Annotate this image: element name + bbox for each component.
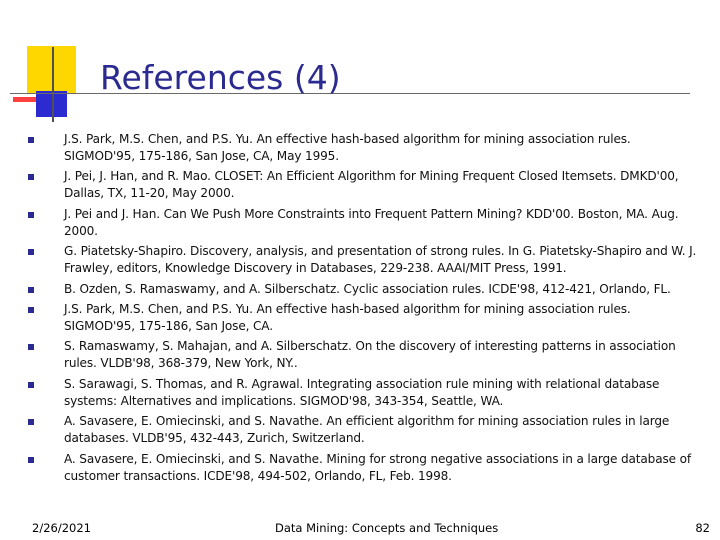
bullet-square-icon bbox=[28, 287, 34, 293]
reference-text: A. Savasere, E. Omiecinski, and S. Navathe. An efficient algorithm for mining association rules in large databases. VLDB'95, 432-443, Zurich, Switzerland. bbox=[64, 414, 670, 446]
footer-page-number: 82 bbox=[695, 521, 710, 535]
bullet-square-icon bbox=[28, 174, 34, 180]
reference-item bbox=[28, 376, 700, 410]
reference-text: G. Piatetsky-Shapiro. Discovery, analysis, and presentation of strong rules. In G. Piatetsky-Shapiro and W. J. Frawley, editors, Knowledge Discovery in Databases, 229-238. AAAI/MIT Press, 1991. bbox=[64, 244, 697, 276]
bullet-square-icon bbox=[28, 344, 34, 350]
reference-item bbox=[28, 131, 700, 165]
reference-text: S. Sarawagi, S. Thomas, and R. Agrawal. Integrating association rule mining with relational database systems: Alternatives and implications. SIGMOD'98, 343-354, Seattle, WA. bbox=[64, 376, 660, 408]
reference-item bbox=[28, 301, 700, 335]
reference-item bbox=[28, 338, 700, 372]
bullet-square-icon bbox=[28, 137, 34, 143]
bullet-square-icon bbox=[28, 457, 34, 463]
bullet-square-icon bbox=[28, 382, 34, 388]
reference-text: J.S. Park, M.S. Chen, and P.S. Yu. An effective hash-based algorithm for mining association rules. SIGMOD'95, 175-186, San Jose, CA. bbox=[64, 301, 631, 333]
reference-item bbox=[28, 281, 700, 298]
reference-text: J. Pei, J. Han, and R. Mao. CLOSET: An Efficient Algorithm for Mining Frequent Closed Itemsets. DMKD'00, Dallas, TX, 11-20, May 2000. bbox=[64, 169, 679, 201]
decor-vertical-line bbox=[52, 47, 54, 122]
footer-date: 2/26/2021 bbox=[32, 521, 91, 535]
reference-text: J. Pei and J. Han. Can We Push More Constraints into Frequent Pattern Mining? KDD'00. Boston, MA. Aug. 2000. bbox=[64, 206, 679, 238]
reference-list bbox=[28, 131, 700, 488]
reference-text: J.S. Park, M.S. Chen, and P.S. Yu. An effective hash-based algorithm for mining association rules. SIGMOD'95, 175-186, San Jose, CA, May 1995. bbox=[64, 132, 631, 163]
bullet-square-icon bbox=[28, 419, 34, 425]
bullet-square-icon bbox=[28, 249, 34, 255]
bullet-square-icon bbox=[28, 307, 34, 313]
reference-item bbox=[28, 168, 700, 202]
reference-item bbox=[28, 451, 700, 485]
reference-text: B. Ozden, S. Ramaswamy, and A. Silberschatz. Cyclic association rules. ICDE'98, 412-421, Orlando, FL. bbox=[64, 281, 671, 296]
reference-text: A. Savasere, E. Omiecinski, and S. Navathe. Mining for strong negative associations in a large database of customer transactions. ICDE'98, 494-502, Orlando, FL, Feb. 1998. bbox=[64, 451, 691, 483]
bullet-square-icon bbox=[28, 212, 34, 218]
footer-course-title: Data Mining: Concepts and Techniques bbox=[275, 521, 499, 535]
reference-item bbox=[28, 206, 700, 240]
reference-item bbox=[28, 243, 700, 277]
slide-title: References (4) bbox=[100, 58, 341, 97]
reference-text: S. Ramaswamy, S. Mahajan, and A. Silberschatz. On the discovery of interesting patterns in association rules. VLDB'98, 368-379, New York, NY.. bbox=[64, 339, 676, 371]
reference-item bbox=[28, 413, 700, 447]
